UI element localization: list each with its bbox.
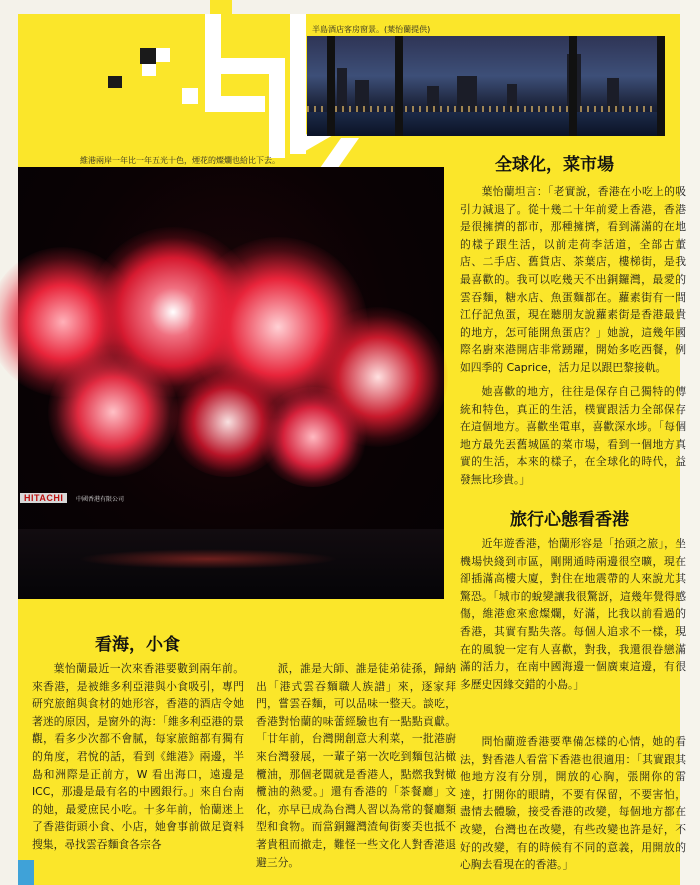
travel-paragraph-1: 近年遊香港，怡蘭形容是「抬頭之旅」，坐機場快綫到市區，剛開通時兩邊很空曠，現在卻插滿高樓大廈，對住在地震帶的人來說尤其驚恐。「城市的蛻變讓我很驚訝，這幾年覺得感傷，維港愈來愈燦爛，好滿，比我以前看過的香港，其實有點失落。每個人追求不一樣，現在的風貌一定有人喜歡，對我，我還很眷戀滿滿的活力，在南中國海邊一個廣東這邊，有很多歷史因緣交錯的小島。」 — [460, 537, 686, 691]
page-corner-mark — [18, 860, 34, 885]
globalization-paragraph-1: 葉怡蘭坦言：「老實說，香港在小吃上的吸引力減退了。從十幾二十年前愛上香港，香港是很擁擠的都市，那種擁擠，看到滿滿的在地的樣子跟生活，以前走荷李活道，全部古董店、二手店、舊貨店、茶葉店，樓梯街，是我最喜歡的。我可以吃幾天不出銅鑼灣，最愛的雲吞麵，糖水店、魚蛋麵都在。蘿素街有一間江仔記魚蛋，現在聽朋友說蘿素街是香港最貴的地方，怎可能開魚蛋店？」她說，這幾年國際名廚來港開店非常踴躍，開始多吃西餐，例如四季的 Caprice，活力足以跟巴黎接軌。 — [460, 185, 686, 374]
section-title-sea: 看海，小食 — [95, 635, 180, 655]
page-top-strip — [0, 0, 700, 14]
travel-paragraph-2: 問怡蘭遊香港要準備怎樣的心情，她的看法，對香港人看當下香港也很適用：「其實跟其他地方沒有分別，開放的心胸，張開你的雷達，打開你的眼睛，不要有保留，不要害怕，盡情去體驗，接受香港的改變，每個地方都在改變，台灣也在改變，有些改變也許是好，不好的改變，有的時候有不同的意義，用開放的心胸去看現在的香港。」 — [460, 735, 686, 872]
globalization-paragraph-2: 她喜歡的地方，往往是保存自己獨特的傳統和特色，真正的生活，樸實跟活力全部保存在這個地方。喜歡坐電車，喜歡深水埗。「每個地方最先丟舊城區的菜市場，看到一個地方真實的生活，本來的樣子，在全球化的時代，益發無比珍貴。」 — [460, 385, 686, 486]
fireworks-photo-caption: 維港兩岸一年比一年五光十色，煙花的燦爛也給比下去。 — [80, 156, 280, 165]
section-title-travel: 旅行心態看香港 — [510, 510, 629, 530]
section-title-globalization: 全球化，菜市場 — [495, 155, 614, 175]
fireworks-photo — [18, 167, 444, 599]
sea-column-2: 派，誰是大師、誰是徒弟徒孫，歸納出「港式雲吞麵職人族譜」來，逐家拜門，嘗雲吞麵，可以品味一整天。談吃，香港對怡蘭的味蕾經驗也有一點點貢獻。「廿年前，台灣開創意大利菜，一批港廚來台灣發展，一輩子第一次吃到麵包沾橄欖油，那個老闆就是香港人，點燃我對橄欖油的熱愛。」還有香港的「茶餐廳」文化，亦早已成為台灣人習以為常的餐廳類型和食物。而當銅鑼灣渣甸街麥奀也抵不著貴租而撤走，難怪一些文化人對香港退避三分。 — [256, 662, 456, 869]
hotel-photo-caption: 半島酒店客房窗景。(葉怡蘭提供) — [312, 25, 431, 34]
page-left-margin — [0, 0, 18, 885]
sea-column-1: 葉怡蘭最近一次來香港要數到兩年前。來香港，是被維多利亞港與小食吸引，專門研究旅館與食材的她形容，香港的酒店令她著迷的原因，是窗外的海：「維多利亞港的景觀，看多少次都不會膩，每家旅館都有獨有的角度，君悅的話，看到《維港》兩邊，半島和洲際是正前方，W 看出海口，遠邊是 ICC，那邊是最有名的中國銀行。」來自台南的她，最愛庶民小吃。十多年前，怡蘭迷上了香港街頭小食、小店，她會事前做足資料搜集，尋找雲吞麵食各宗各 — [32, 662, 244, 851]
hotel-window-photo — [307, 36, 665, 136]
hitachi-billboard-sub: 中國香港有限公司 — [76, 496, 125, 503]
hitachi-billboard: HITACHI — [20, 493, 67, 503]
